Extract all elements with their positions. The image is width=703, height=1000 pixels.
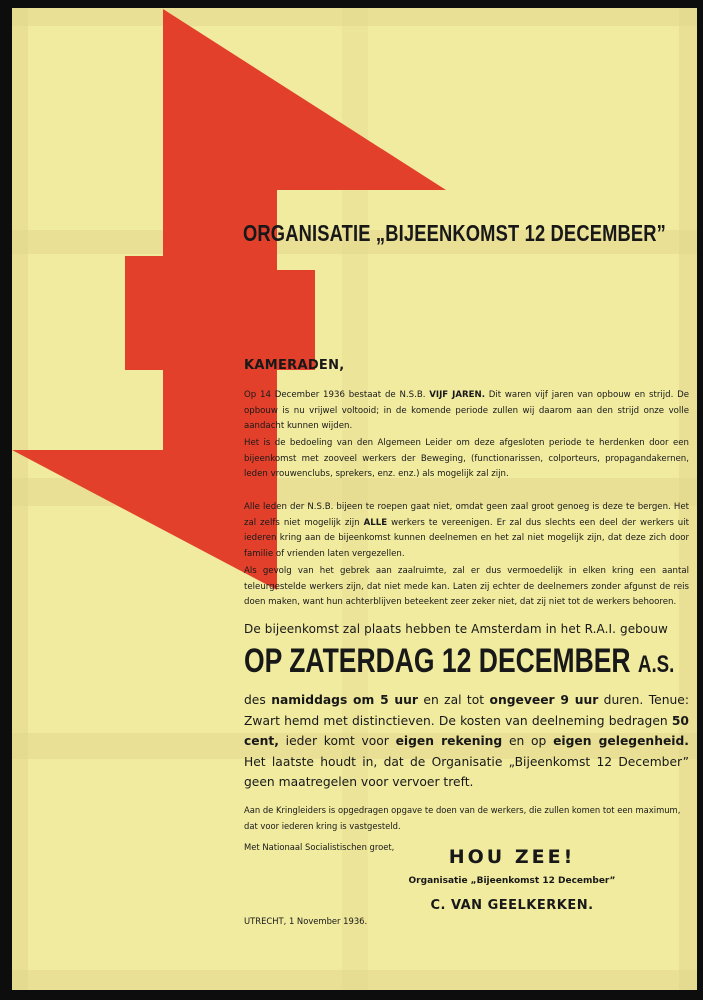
body-text: duren. Tenue: Zwart hemd met distinctieven. De kosten van deelneming bedragen [244,693,690,728]
body-text: en op [502,734,554,748]
body-text: ieder komt voor [278,734,396,748]
body-text: en zal tot [417,693,490,707]
closing-greeting: Met Nationaal Socialistischen groet, [244,842,395,852]
event-location: De bijeenkomst zal plaats hebben te Amsterdam in het R.A.I. gebouw [244,622,668,636]
body-text: Op 14 December 1936 bestaat de N.S.B. [244,390,430,400]
body-text: Het is de bedoeling van den Algemeen Leider om deze afgesloten periode te herdenken door een bijeenkomst met zooveel werkers der Beweging, (functionarissen, colporteurs, propagandakernen, leden vrouwenclubs, sprekers, enz. enz.) als mogelijk zal zijn. [244,438,689,479]
event-date-main: OP ZATERDAG 12 DECEMBER [244,642,638,680]
event-date [244,642,674,681]
body-text: Dit waren vijf jaren van opbouw en strijd. De opbouw is nu vrijwel voltooid; in de komende periode zullen wij daarom aan den strijd onze volle aandacht kunnen wijden. [244,390,690,431]
emphasis-text: 50 cent, [244,713,689,748]
poster-title: ORGANISATIE „BIJEENKOMST 12 DECEMBER” [243,220,667,246]
event-details [244,690,689,793]
emphasis-text: namiddags om 5 uur [271,693,418,707]
kringleiders-notice: Aan de Kringleiders is opgedragen opgave te doen van de werkers, die zullen komen tot een maximum, dat voor iederen kring is vastgesteld. [244,805,681,831]
paragraph-3 [244,500,689,562]
greeting: KAMERADEN, [244,358,345,373]
paragraph-2 [244,436,689,483]
poster-sheet [12,8,697,990]
paragraph-1 [244,388,689,435]
place-and-date: UTRECHT, 1 November 1936. [244,916,368,926]
body-text: werkers te vereenigen. Er zal dus slechts een deel der werkers uit iederen kring aan de bijeenkomst kunnen deelnemen en het zal niet mogelijk zijn, dat deze zich door familie of vrienden laten vergezellen. [244,517,689,559]
salute: HOU ZEE! [448,846,576,868]
emphasis-text: ongeveer 9 uur [489,693,599,707]
emphasis-text: ALLE [363,517,388,528]
emphasis-text: VIJF JAREN. [429,390,485,400]
body-text: des [244,693,272,707]
body-text: Alle leden der N.S.B. bijeen te roepen gaat niet, omdat geen zaal groot genoeg is deze te bergen. Het zal zelfs niet mogelijk zijn [244,502,689,528]
emphasis-text: eigen rekening [395,734,503,748]
emphasis-text: eigen gelegenheid. [553,734,689,748]
signature-name: C. VAN GEELKERKEN. [430,898,594,913]
paragraph-4 [244,564,689,611]
body-text: Als gevolg van het gebrek aan zaalruimte, zal er dus vermoedelijk in elken kring een aantal teleurgestelde werkers zijn, dat niet mede kan. Laten zij echter de deelnemers zonder afgunst de reis doen maken, want hun achterblijven beteekent zeer zeker niet, dat zij niet tot de werkers behooren. [244,566,689,607]
signature-organisation: Organisatie „Bijeenkomst 12 December” [408,876,616,886]
body-text: Het laatste houdt in, dat de Organisatie „Bijeenkomst 12 December” geen maatregelen voor vervoer treft. [244,754,689,789]
event-date-suffix: A.S. [637,651,675,678]
